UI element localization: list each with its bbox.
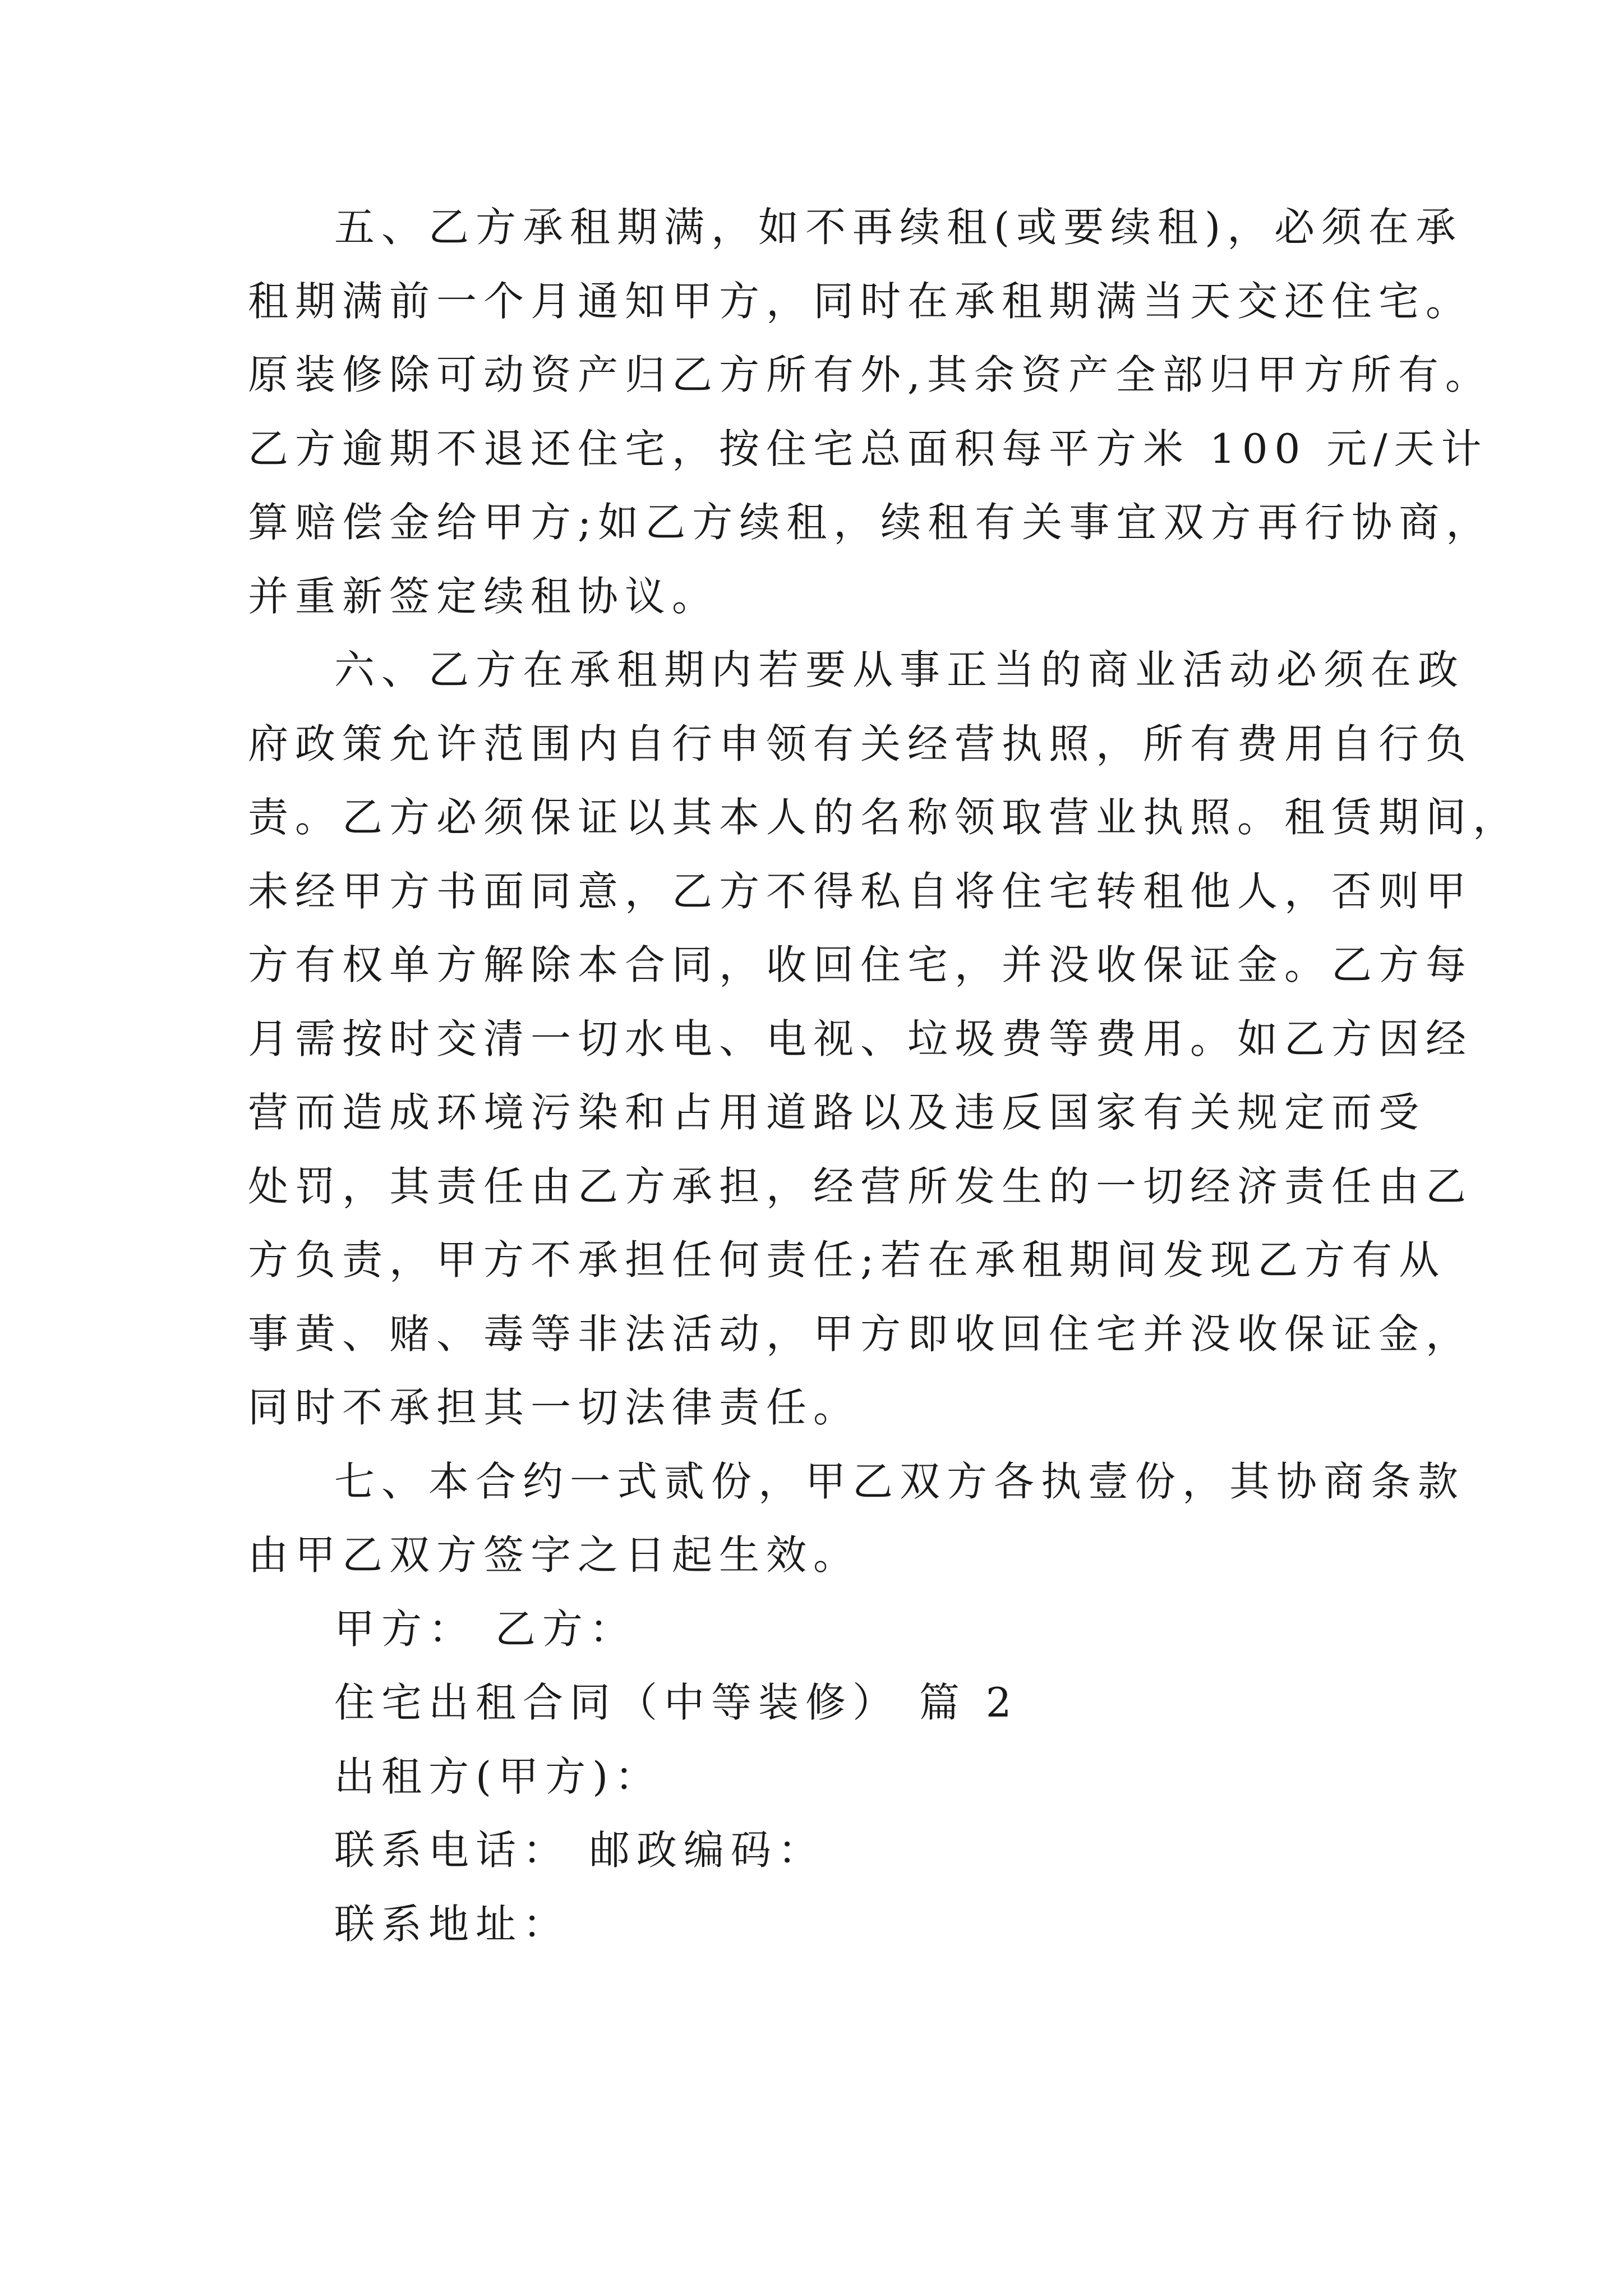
document-body: [0, 191, 1623, 1961]
document-line: 同时不承担其一切法律责任。: [248, 1384, 861, 1431]
document-line: 月需按时交清一切水电、电视、垃圾费等费用。如乙方因经: [248, 1015, 1473, 1062]
document-line: 出租方(甲方)：: [334, 1752, 662, 1800]
document-line: 五、乙方承租期满，如不再续租(或要续租)，必须在承: [334, 204, 1463, 251]
document-line: 营而造成环境污染和占用道路以及违反国家有关规定而受: [248, 1089, 1426, 1136]
document-line: 联系电话： 邮政编码：: [334, 1826, 825, 1874]
document-line: 事黄、赌、毒等非法活动，甲方即收回住宅并没收保证金，: [248, 1310, 1473, 1358]
document-line: 租期满前一个月通知甲方，同时在承租期满当天交还住宅。: [248, 277, 1473, 325]
document-line: 并重新签定续租协议。: [248, 572, 720, 620]
document-line: 住宅出租合同（中等装修） 篇 2: [334, 1679, 1018, 1726]
document-line: 六、乙方在承租期内若要从事正当的商业活动必须在政: [334, 646, 1465, 693]
document-line: 处罚，其责任由乙方承担，经营所发生的一切经济责任由乙: [248, 1162, 1473, 1210]
document-line: 方负责，甲方不承担任何责任;若在承租期间发现乙方有从: [248, 1236, 1446, 1283]
document-line: 由甲乙双方签字之日起生效。: [248, 1531, 861, 1579]
document-line: 联系地址：: [334, 1900, 570, 1948]
document-line: 甲方： 乙方：: [334, 1605, 637, 1653]
document-line: 府政策允许范围内自行申领有关经营执照，所有费用自行负: [248, 720, 1473, 767]
document-line: 未经甲方书面同意，乙方不得私自将住宅转租他人，否则甲: [248, 867, 1473, 915]
document-line: 七、本合约一式贰份，甲乙双方各执壹份，其协商条款: [334, 1457, 1465, 1505]
document-line: 算赔偿金给甲方;如乙方续租，续租有关事宜双方再行协商，: [248, 499, 1493, 546]
document-line: 方有权单方解除本合同，收回住宅，并没收保证金。乙方每: [248, 941, 1473, 988]
document-line: 乙方逾期不退还住宅，按住宅总面积每平方米 100 元/天计: [248, 425, 1488, 472]
document-line: 责。乙方必须保证以其本人的名称领取营业执照。租赁期间，: [248, 794, 1520, 841]
document-line: 原装修除可动资产归乙方所有外,其余资产全部归甲方所有。: [248, 351, 1492, 398]
